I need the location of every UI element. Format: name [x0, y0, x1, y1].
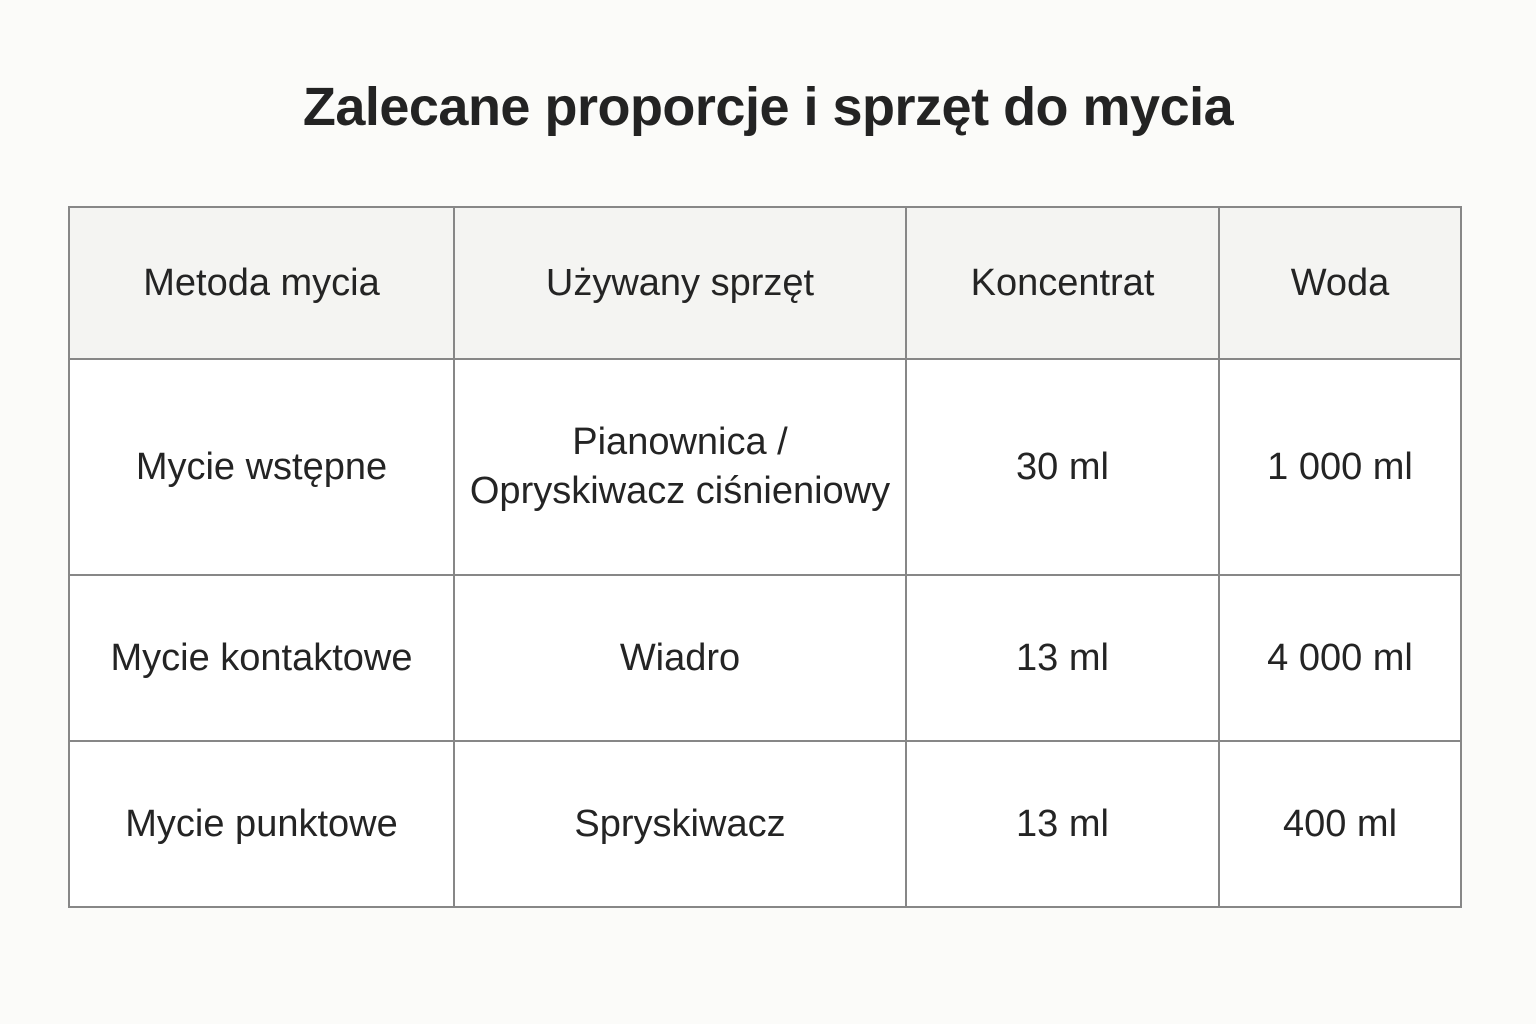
- table-header-row: [69, 207, 1461, 359]
- page-title: Zalecane proporcje i sprzęt do mycia: [302, 77, 1234, 137]
- cell-concentrate: 30 ml: [906, 359, 1219, 575]
- table-body: [69, 359, 1461, 907]
- cell-concentrate: 13 ml: [906, 575, 1219, 741]
- column-header-water: Woda: [1219, 207, 1461, 359]
- cell-equipment: Pianownica / Opryskiwacz ciśnieniowy: [454, 359, 906, 575]
- cell-method: Mycie kontaktowe: [69, 575, 454, 741]
- table-row: [69, 359, 1461, 575]
- cell-equipment: Spryskiwacz: [454, 741, 906, 907]
- table-header: [69, 207, 1461, 359]
- cell-concentrate: 13 ml: [906, 741, 1219, 907]
- table-container: [68, 206, 1460, 908]
- column-header-equipment: Używany sprzęt: [454, 207, 906, 359]
- cell-water: 4 000 ml: [1219, 575, 1461, 741]
- washing-ratios-table: [68, 206, 1462, 908]
- cell-water: 400 ml: [1219, 741, 1461, 907]
- table-row: [69, 575, 1461, 741]
- table-row: [69, 741, 1461, 907]
- cell-method: Mycie punktowe: [69, 741, 454, 907]
- cell-water: 1 000 ml: [1219, 359, 1461, 575]
- cell-equipment: Wiadro: [454, 575, 906, 741]
- cell-method: Mycie wstępne: [69, 359, 454, 575]
- column-header-method: Metoda mycia: [69, 207, 454, 359]
- column-header-concentrate: Koncentrat: [906, 207, 1219, 359]
